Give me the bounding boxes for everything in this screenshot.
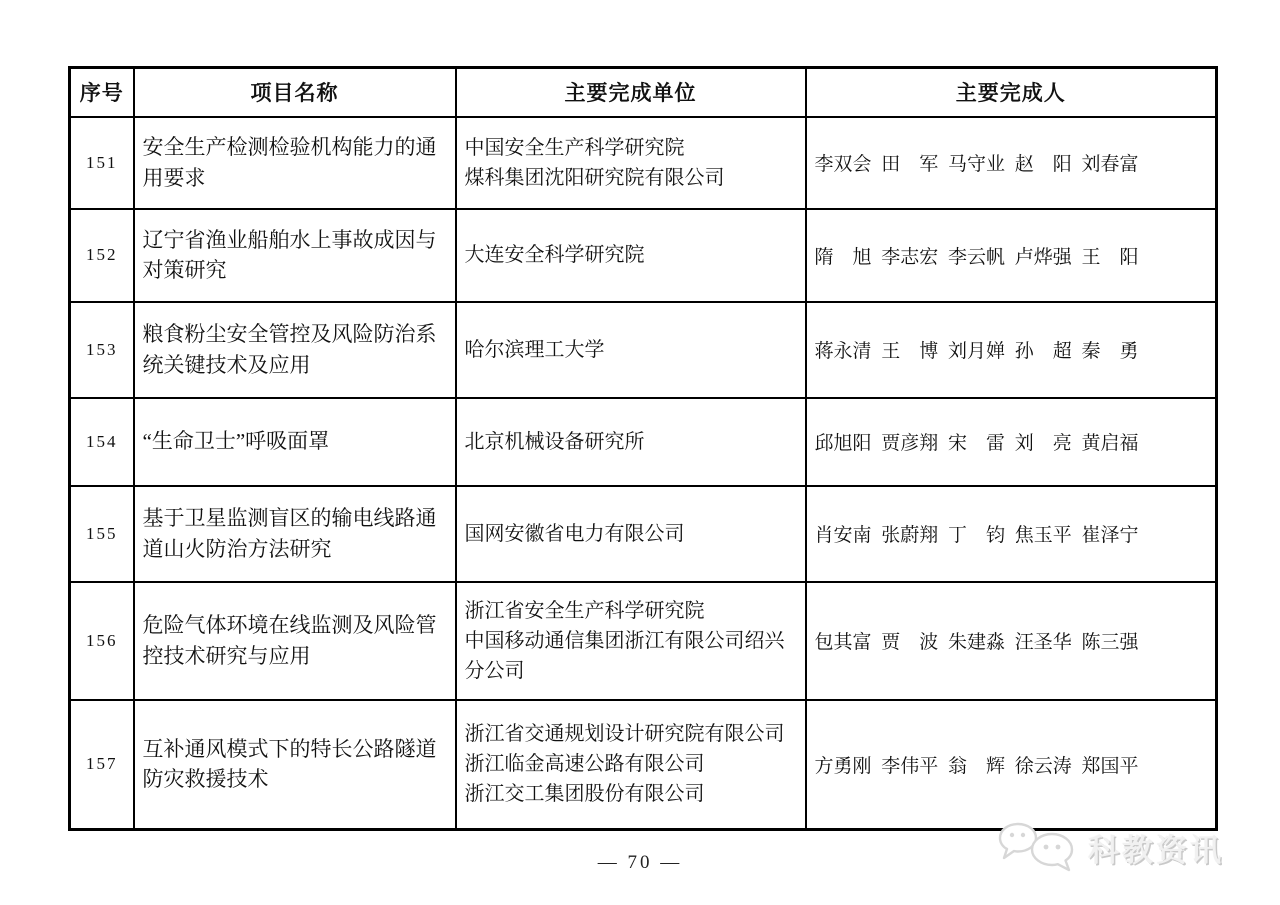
row-serial-number: 157 — [70, 700, 134, 830]
row-project-name: 粮食粉尘安全管控及风险防治系统关键技术及应用 — [134, 302, 456, 398]
row-serial-number: 154 — [70, 398, 134, 486]
row-completing-units — [456, 700, 806, 830]
row-completers: 方勇刚 李伟平 翁 辉 徐云涛 郑国平 — [806, 700, 1217, 830]
table-row — [70, 398, 1217, 486]
row-completing-units — [456, 486, 806, 582]
header-project-name: 项目名称 — [134, 68, 456, 117]
row-completing-units — [456, 302, 806, 398]
chat-bubbles-icon — [996, 818, 1080, 876]
unit-line: 北京机械设备研究所 — [464, 430, 645, 453]
page-number: — 70 — — [597, 852, 683, 873]
unit-line: 浙江省交通规划设计研究院有限公司 — [464, 723, 785, 746]
awards-table — [68, 66, 1218, 831]
unit-line: 中国移动通信集团浙江有限公司绍兴分公司 — [464, 629, 785, 682]
unit-line: 浙江省安全生产科学研究院 — [464, 599, 705, 622]
row-project-name: 互补通风模式下的特长公路隧道防灾救援技术 — [134, 700, 456, 830]
row-serial-number: 153 — [70, 302, 134, 398]
row-serial-number: 155 — [70, 486, 134, 582]
table-row — [70, 117, 1217, 209]
row-project-name: 安全生产检测检验机构能力的通用要求 — [134, 117, 456, 209]
row-completing-units — [456, 117, 806, 209]
row-completers: 包其富 贾 波 朱建淼 汪圣华 陈三强 — [806, 582, 1217, 700]
unit-line: 浙江临金高速公路有限公司 — [464, 753, 705, 776]
watermark-logo — [996, 818, 1224, 876]
header-completing-units: 主要完成单位 — [456, 68, 806, 117]
row-completers: 李双会 田 军 马守业 赵 阳 刘春富 — [806, 117, 1217, 209]
table-header — [70, 68, 1217, 117]
row-completing-units — [456, 209, 806, 302]
row-project-name: 基于卫星监测盲区的输电线路通道山火防治方法研究 — [134, 486, 456, 582]
row-project-name: 辽宁省渔业船舶水上事故成因与对策研究 — [134, 209, 456, 302]
row-completing-units — [456, 398, 806, 486]
table-row — [70, 302, 1217, 398]
row-completers: 蒋永清 王 博 刘月婵 孙 超 秦 勇 — [806, 302, 1217, 398]
unit-line: 浙江交工集团股份有限公司 — [464, 783, 705, 806]
table-row — [70, 209, 1217, 302]
table-row — [70, 700, 1217, 830]
unit-line: 煤科集团沈阳研究院有限公司 — [464, 166, 725, 189]
row-serial-number: 156 — [70, 582, 134, 700]
row-completers: 肖安南 张蔚翔 丁 钧 焦玉平 崔泽宁 — [806, 486, 1217, 582]
watermark-text: 科教资讯 — [1088, 832, 1224, 868]
table-row — [70, 582, 1217, 700]
table-row — [70, 486, 1217, 582]
unit-line: 中国安全生产科学研究院 — [464, 136, 685, 159]
unit-line: 大连安全科学研究院 — [464, 244, 645, 266]
header-row — [70, 68, 1217, 117]
row-serial-number: 152 — [70, 209, 134, 302]
row-completers: 隋 旭 李志宏 李云帆 卢烨强 王 阳 — [806, 209, 1217, 302]
row-completing-units — [456, 582, 806, 700]
row-project-name: “生命卫士”呼吸面罩 — [134, 398, 456, 486]
header-serial-number: 序号 — [70, 68, 134, 117]
row-serial-number: 151 — [70, 117, 134, 209]
table-body — [70, 117, 1217, 830]
row-completers: 邱旭阳 贾彦翔 宋 雷 刘 亮 黄启福 — [806, 398, 1217, 486]
unit-line: 国网安徽省电力有限公司 — [464, 522, 685, 545]
row-project-name: 危险气体环境在线监测及风险管控技术研究与应用 — [134, 582, 456, 700]
unit-line: 哈尔滨理工大学 — [464, 338, 605, 361]
header-completers: 主要完成人 — [806, 68, 1217, 117]
